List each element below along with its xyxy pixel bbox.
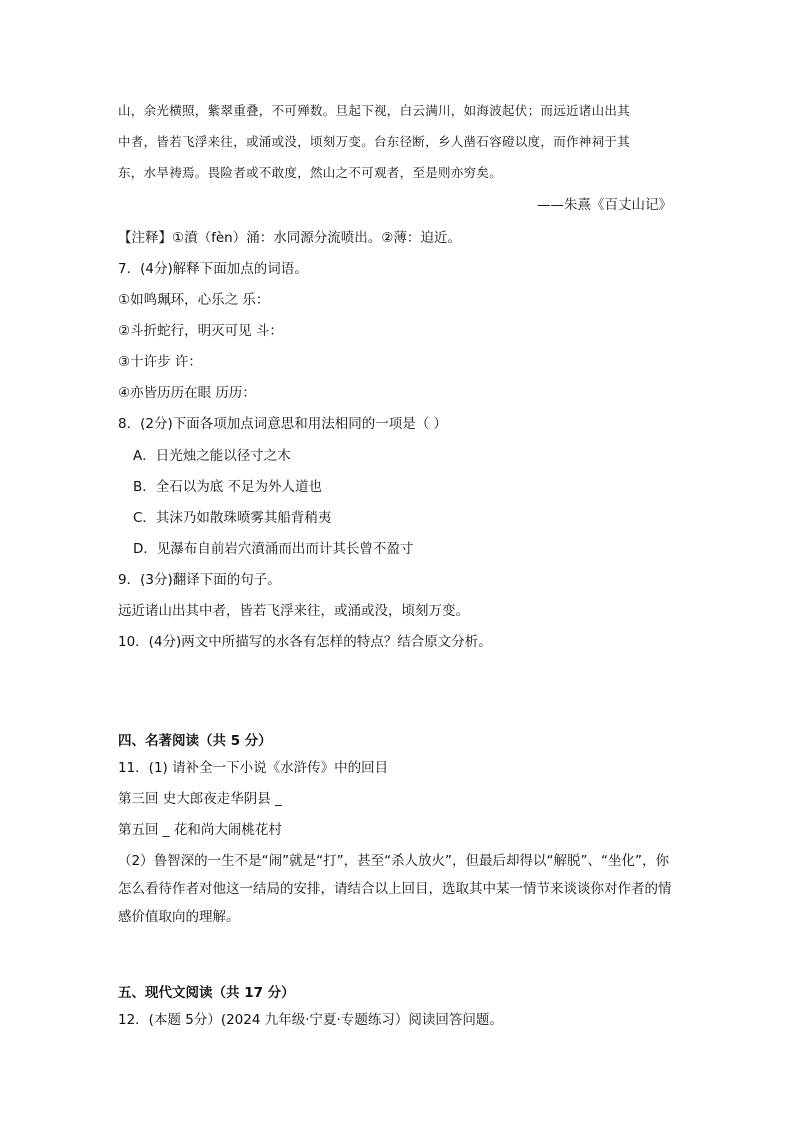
question-11-part-2: （2）鲁智深的一生不是“闹”就是“打”，甚至“杀人放火”，但最后却得以“解脱”、“坐化”，你怎么看待作者对他这一结局的安排，请结合以上回目，选取其中某一情节来谈谈你对作者的情感价值取向的理解。 [118,853,672,925]
question-10-stem: 10．(4分)两文中所描写的水各有怎样的特点？结合原文分析。 [118,634,492,650]
chapter-5-title: 第五回 _ 花和尚大闹桃花村 [118,822,282,838]
question-8-option-a: A．日光烛之能以径寸之木 [133,448,291,464]
section-5-title: 五、现代文阅读（共 17 分） [118,985,295,1001]
question-7-stem: 7．(4分)解释下面加点的词语。 [118,261,308,277]
passage-attribution: ——朱熹《百丈山记》 [537,197,672,213]
question-11-stem: 11．(1) 请补全一下小说《水浒传》中的回目 [118,760,389,776]
question-12-stem: 12．(本题 5分）(2024 九年级·宁夏·专题练习）阅读回答问题。 [118,1012,503,1028]
question-7-item-1: ①如鸣珮环，心乐之 乐： [118,292,270,308]
question-7-item-2: ②斗折蛇行，明灭可见 斗： [118,323,283,339]
section-4-title: 四、名著阅读（共 5 分） [118,733,272,749]
question-8-option-b: B．全石以为底 不足为外人道也 [133,479,323,495]
question-8-stem: 8．(2分)下面各项加点词意思和用法相同的一项是（ ） [118,416,448,432]
passage-line-1: 山，余光横照，紫翠重叠，不可殚数。旦起下视，白云满川，如海波起伏；而远近诸山出其 [118,103,631,118]
question-7-item-3: ③十许步 许： [118,354,202,370]
chapter-3-title: 第三回 史大郎夜走华阴县 _ [118,791,282,807]
passage-line-3: 东，水旱祷焉。畏险者或不敢度，然山之不可观者，至是则亦穷矣。 [118,165,503,180]
question-9-stem: 9．(3分)翻译下面的句子。 [118,572,281,588]
question-8-option-c: C．其沫乃如散珠喷雾其船背稍夷 [133,510,332,526]
question-9-sentence: 远近诸山出其中者，皆若飞浮来往，或涌或没，顷刻万变。 [118,603,469,619]
passage-line-2: 中者，皆若飞浮来往，或涌或没，顷刻万变。台东径断，乡人凿石容磴以度，而作神祠于其 [118,134,631,149]
question-8-option-d: D．见瀑布自前岩穴濆涌而出而计其长曾不盈寸 [133,541,414,557]
annotation-note: 【注释】①濆（fèn）涌：水同源分流喷出。②薄：迫近。 [118,230,461,246]
question-7-item-4: ④亦皆历历在眼 历历： [118,385,256,401]
